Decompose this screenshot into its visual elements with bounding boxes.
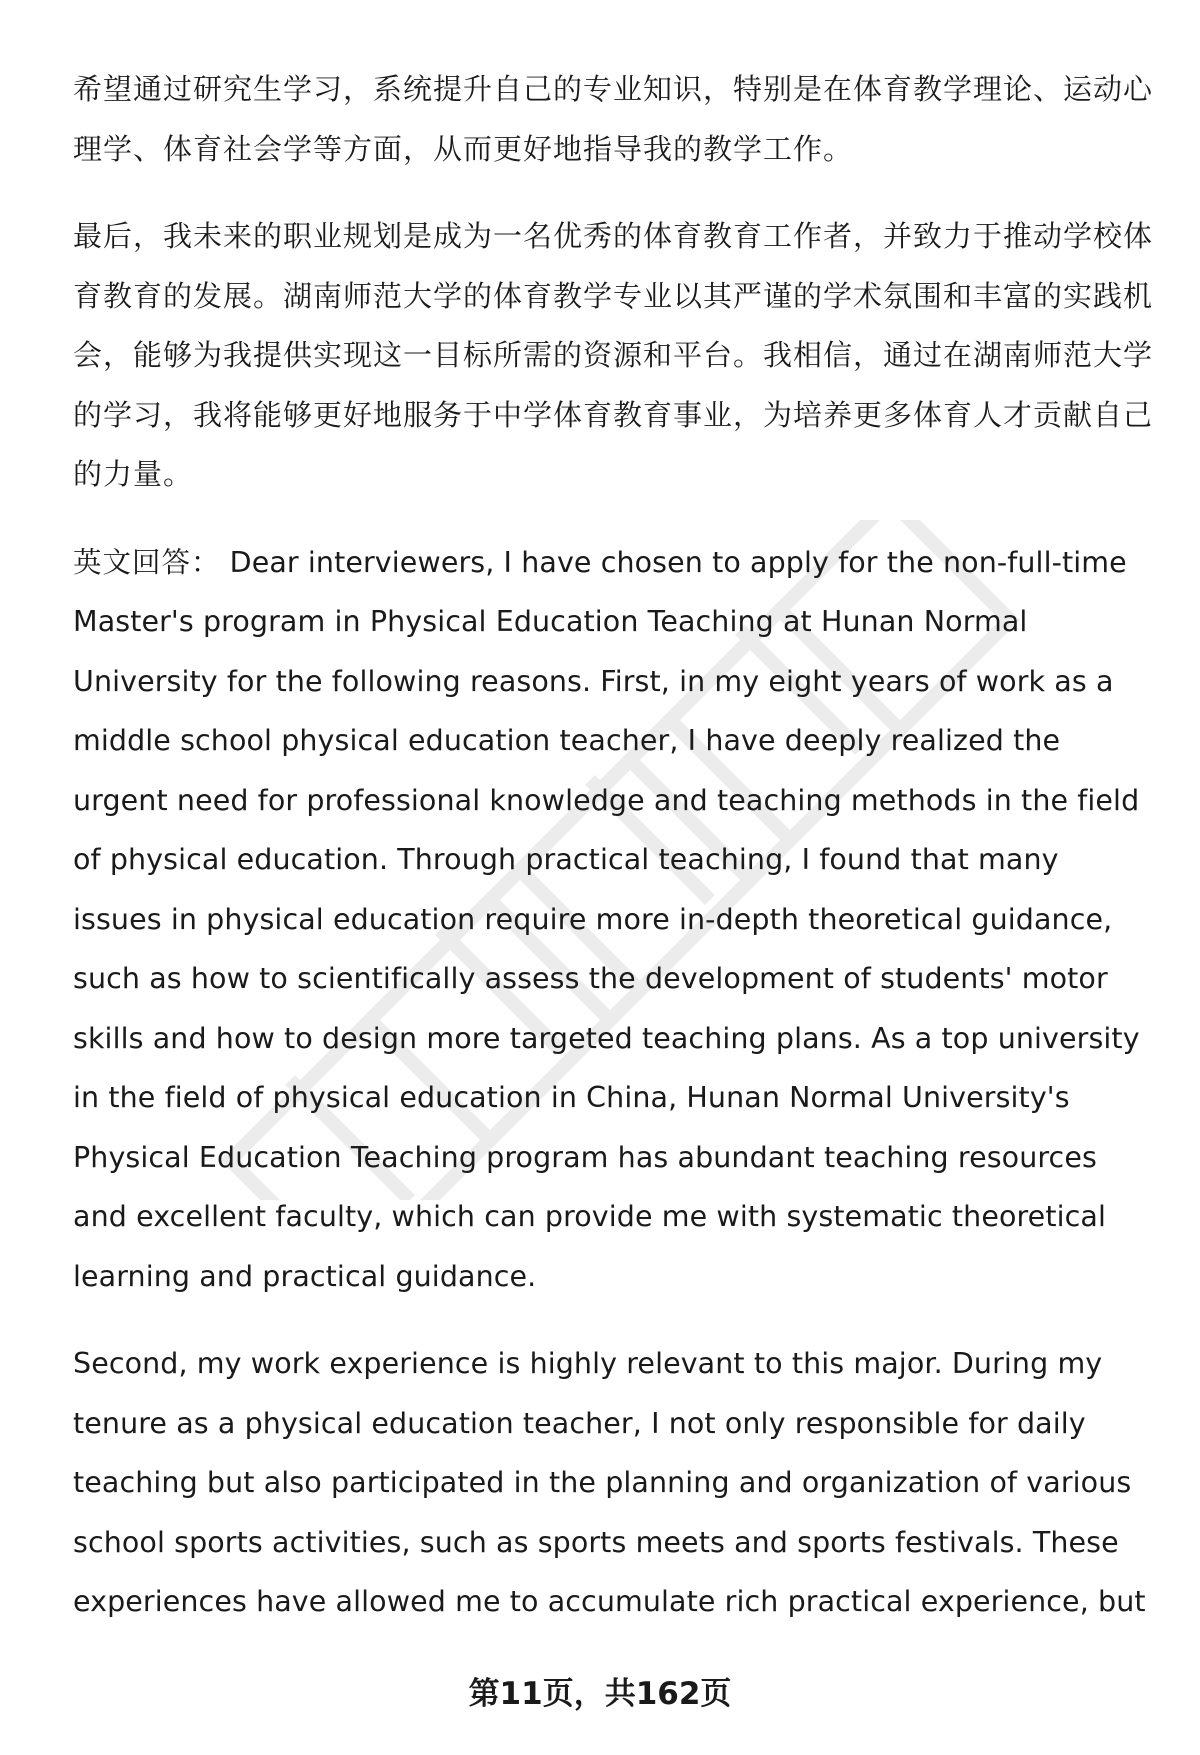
english-answer-text: Dear interviewers, I have chosen to apply for the non-full-time Master's program in Physical Education Teaching at Hunan Normal University for the following reasons. First, in my eight years of work as a middle school physical education teacher, I have deeply realized the urgent need for professional knowledge and teaching methods in the field of physical education. Through practical teaching, I found that many issues in physical education require more in-depth theoretical guidance, such as how to scientifically assess the development of students' motor skills and how to design more targeted teaching plans. As a top university in the field of physical education in China, Hunan Normal University's Physical Education Teaching program has abundant teaching resources and excellent faculty, which can provide me with systematic theoretical learning and practical guidance. xyxy=(73,545,1149,1293)
paragraph-study-goals: 希望通过研究生学习，系统提升自己的专业知识，特别是在体育教学理论、运动心理学、体育社会学等方面，从而更好地指导我的教学工作。 xyxy=(73,72,1154,166)
paragraph-career-plan: 最后，我未来的职业规划是成为一名优秀的体育教育工作者，并致力于推动学校体育教育的发展。湖南师范大学的体育教学专业以其严谨的学术氛围和丰富的实践机会，能够为我提供实现这一目标所需的资源和平台。我相信，通过在湖南师范大学的学习，我将能够更好地服务于中学体育教育事业，为培养更多体育人才贡献自己的力量。 xyxy=(73,219,1154,491)
page-indicator: 第11页，共162页 xyxy=(468,1676,732,1712)
english-answer-label: 英文回答： xyxy=(73,545,221,579)
document-body xyxy=(73,60,1153,1660)
paragraph-work-experience: Second, my work experience is highly relevant to this major. During my tenure as a physical education teacher, I not only responsible for daily teaching but also participated in the planning and organization of various school sports activities, such as sports meets and sports festivals. These experiences have allowed me to accumulate rich practical experience, but xyxy=(73,1347,1146,1618)
paragraph-english-answer xyxy=(73,533,1153,1307)
